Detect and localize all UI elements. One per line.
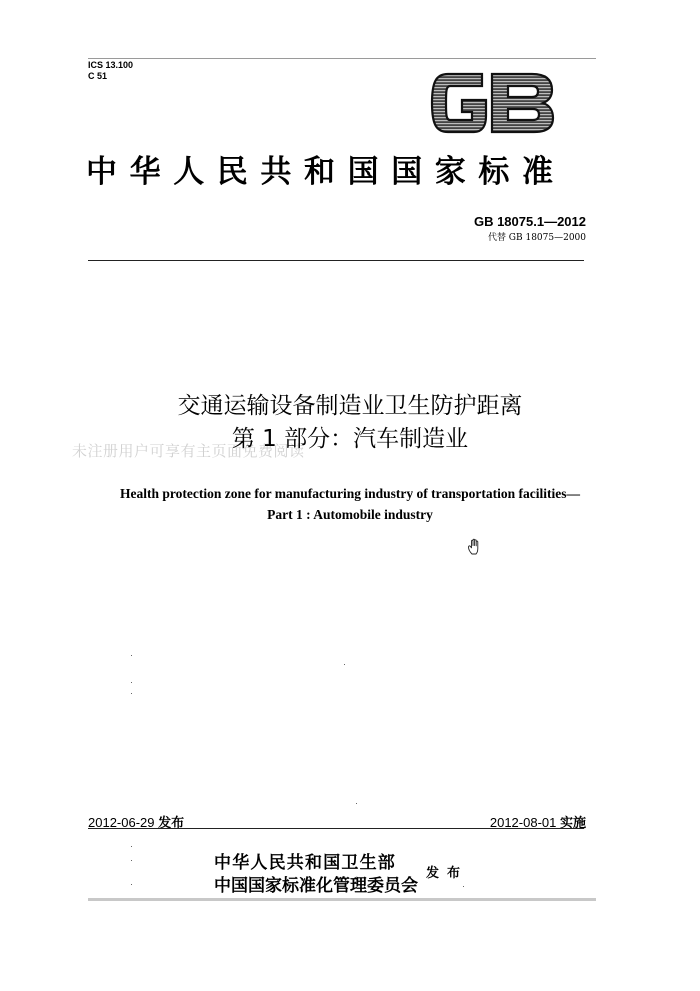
cn-title-line-2: 第 1 部分：汽车制造业 <box>231 426 469 452</box>
en-title-line-2: Part 1 : Automobile industry <box>267 507 433 522</box>
scan-speck <box>131 682 132 683</box>
scan-speck <box>344 664 345 665</box>
hand-cursor-icon <box>467 538 483 556</box>
top-rule <box>88 58 596 59</box>
scan-speck <box>131 846 132 847</box>
scan-speck <box>463 886 464 887</box>
scan-speck <box>131 655 132 656</box>
cn-title-line-1: 交通运输设备制造业卫生防护距离 <box>177 393 523 419</box>
issue-label: 发布 <box>426 866 469 881</box>
standard-number: GB 18075.1—2012 <box>473 214 586 229</box>
release-label: 发布 <box>158 816 185 831</box>
implementation-date-value: 2012-08-01 <box>489 815 557 830</box>
implementation-label: 实施 <box>559 816 586 831</box>
watermark: 未注册用户可享有主页面免费阅读 <box>72 442 305 460</box>
header-rule <box>88 260 584 261</box>
footer-rule <box>88 828 584 829</box>
replaces-standard: 代替 GB 18075—2000 <box>487 233 586 243</box>
en-title-line-1: Health protection zone for manufacturing industry of transportation facilities— <box>120 486 580 501</box>
page-bottom-rule <box>88 898 596 901</box>
ccs-code: C 51 <box>88 71 108 81</box>
scan-speck <box>131 884 132 885</box>
release-date-value: 2012-06-29 <box>88 815 155 830</box>
scan-speck <box>356 803 357 804</box>
standard-category-title: 中华人民共和国国家标准 <box>86 154 566 190</box>
issuer-ministry-of-health: 中华人民共和国卫生部 <box>214 853 396 873</box>
gb-logo-icon <box>428 66 556 140</box>
classification-codes <box>88 60 133 82</box>
scan-speck <box>131 693 132 694</box>
scan-speck <box>131 860 132 861</box>
ics-code: ICS 13.100 <box>88 60 134 70</box>
issuer-standardization-administration: 中国国家标准化管理委员会 <box>214 876 418 896</box>
